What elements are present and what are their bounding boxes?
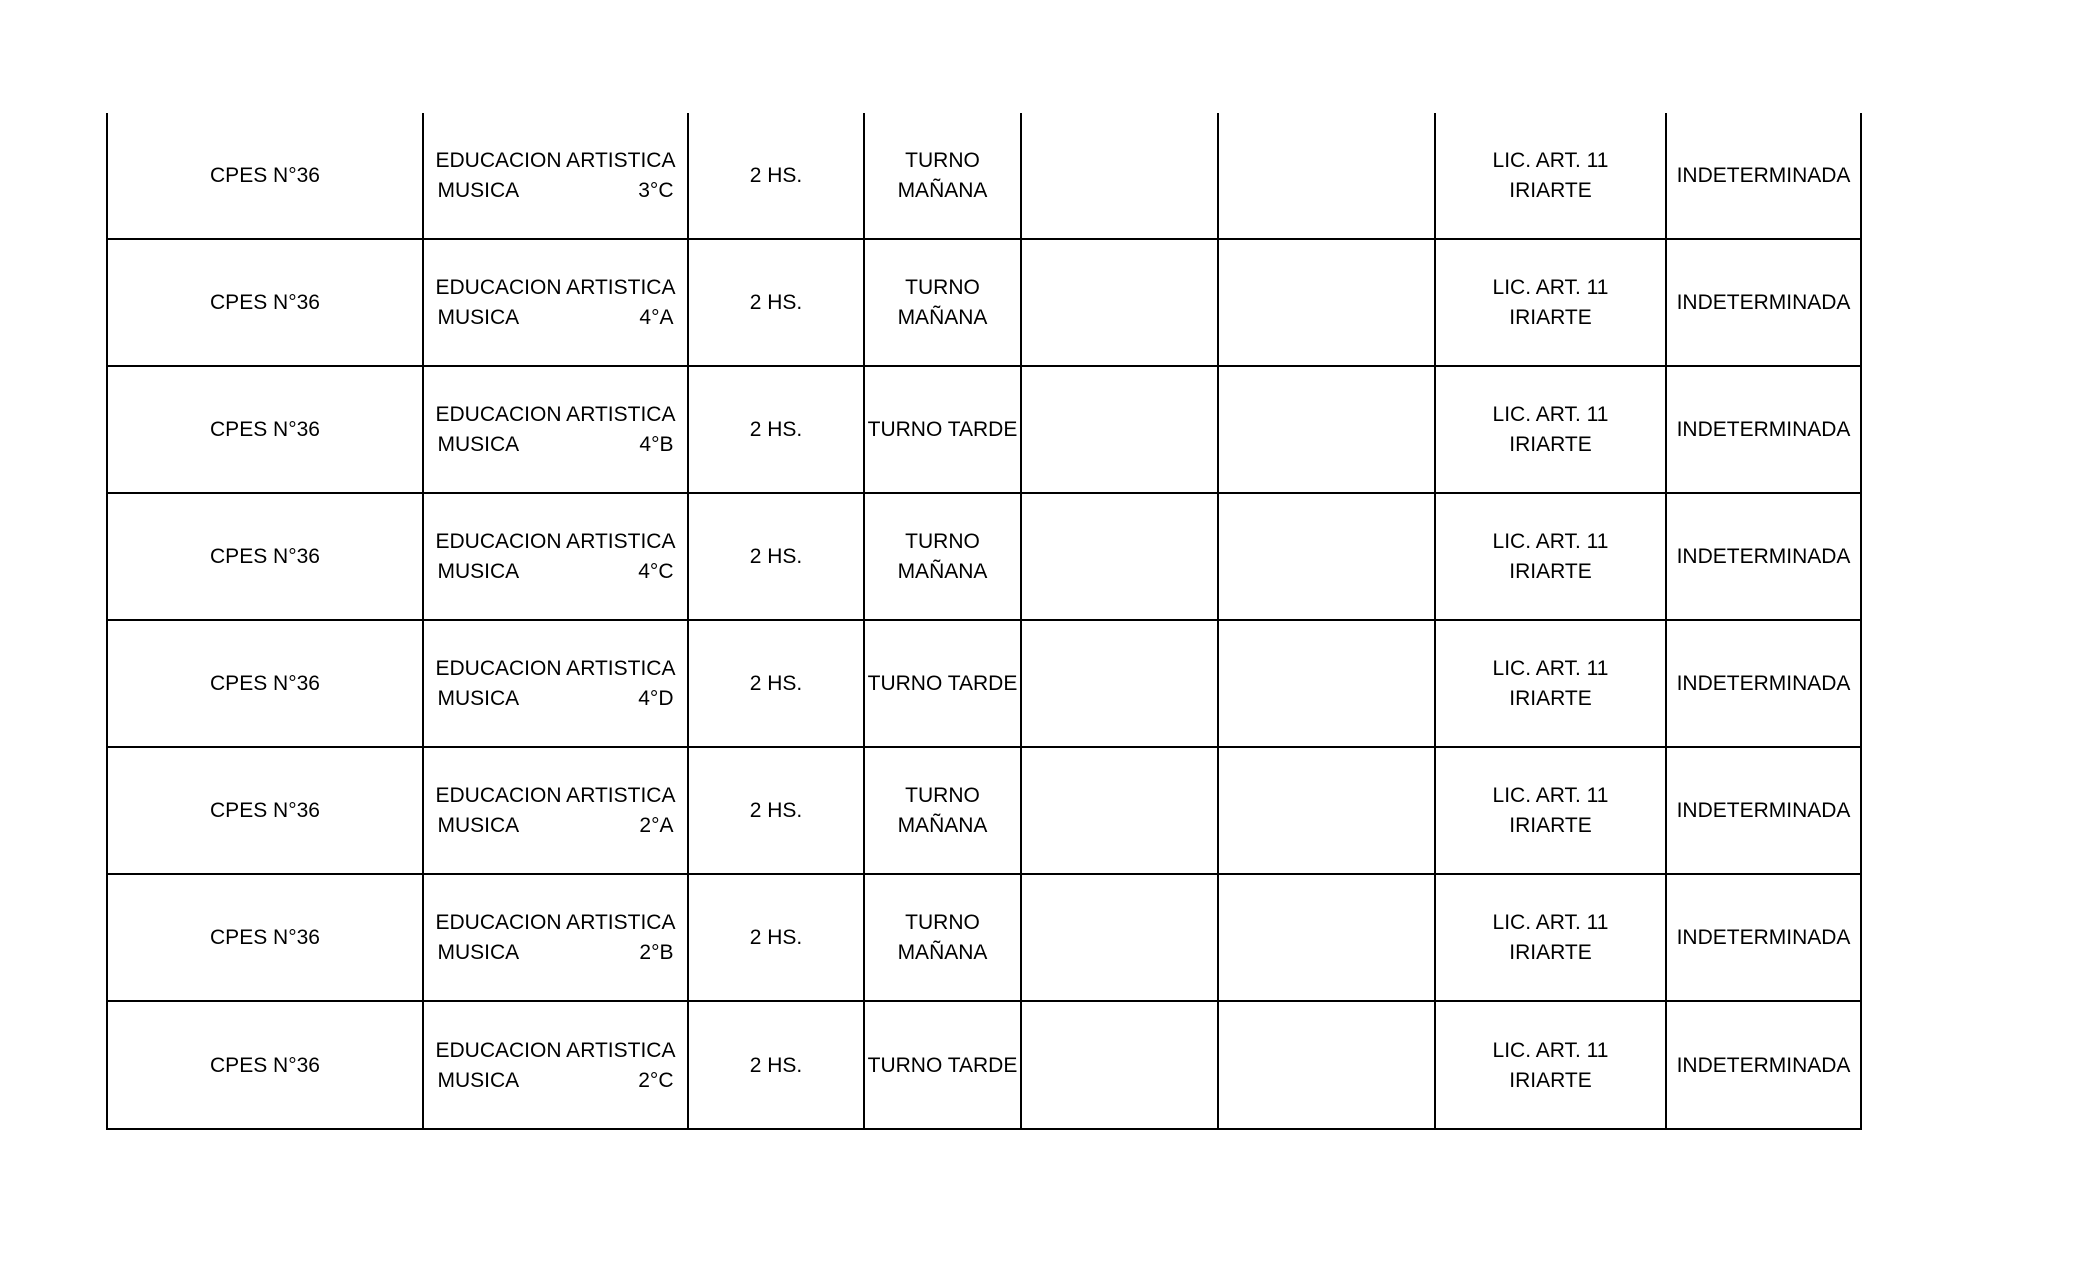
school-text: CPES N°36: [210, 163, 320, 187]
subject-name-text: MUSICA: [437, 178, 520, 202]
reason-line1-text: LIC. ART. 11: [1492, 402, 1609, 426]
reason-line1-text: LIC. ART. 11: [1492, 275, 1609, 299]
term-text: INDETERMINADA: [1676, 671, 1851, 695]
shift-cell: [865, 240, 1022, 365]
shift-line2-text: MAÑANA: [897, 559, 988, 583]
table-row: [108, 367, 1860, 494]
course-text: 4°B: [639, 432, 674, 456]
empty-cell-5: [1022, 621, 1219, 746]
subject-area-text: EDUCACION ARTISTICA: [435, 910, 676, 934]
subject-area-text: EDUCACION ARTISTICA: [435, 529, 676, 553]
reason-line2-text: IRIARTE: [1509, 813, 1592, 837]
subject-detail: [438, 303, 674, 333]
reason-line2-text: IRIARTE: [1509, 559, 1592, 583]
reason-cell: [1436, 748, 1667, 873]
school-text: CPES N°36: [210, 417, 320, 441]
shift-line1-text: TURNO: [905, 275, 980, 299]
reason-cell: [1436, 1002, 1667, 1129]
course-text: 4°D: [638, 686, 674, 710]
empty-cell-5: [1022, 113, 1219, 238]
table-row: [108, 875, 1860, 1002]
school-text: CPES N°36: [210, 925, 320, 949]
school-text: CPES N°36: [210, 1053, 320, 1077]
shift-line1-text: TURNO TARDE: [867, 417, 1018, 441]
subject-area-text: EDUCACION ARTISTICA: [435, 656, 676, 680]
reason-line1-text: LIC. ART. 11: [1492, 910, 1609, 934]
hours-text: 2 HS.: [749, 671, 803, 695]
term-text: INDETERMINADA: [1676, 798, 1851, 822]
shift-cell: [865, 621, 1022, 746]
school-cell: [108, 367, 424, 492]
subject-name-text: MUSICA: [437, 813, 520, 837]
subject-area-text: EDUCACION ARTISTICA: [435, 148, 676, 172]
empty-cell-6: [1219, 494, 1436, 619]
empty-cell-5: [1022, 494, 1219, 619]
empty-cell-6: [1219, 240, 1436, 365]
subject-area-text: EDUCACION ARTISTICA: [435, 402, 676, 426]
school-cell: [108, 875, 424, 1000]
shift-line2-text: MAÑANA: [897, 178, 988, 202]
reason-line1-text: LIC. ART. 11: [1492, 783, 1609, 807]
reason-cell: [1436, 494, 1667, 619]
table-row: [108, 748, 1860, 875]
term-text: INDETERMINADA: [1676, 544, 1851, 568]
subject-name-text: MUSICA: [437, 686, 520, 710]
school-cell: [108, 748, 424, 873]
shift-line2-text: MAÑANA: [897, 813, 988, 837]
reason-line1-text: LIC. ART. 11: [1492, 1038, 1609, 1062]
reason-cell: [1436, 113, 1667, 238]
term-cell: [1667, 494, 1860, 619]
shift-cell: [865, 367, 1022, 492]
subject-cell: [424, 748, 689, 873]
subject-detail: [438, 1066, 674, 1096]
course-text: 3°C: [638, 178, 674, 202]
hours-cell: [689, 1002, 865, 1129]
hours-cell: [689, 367, 865, 492]
subject-name-text: MUSICA: [437, 305, 520, 329]
shift-cell: [865, 875, 1022, 1000]
reason-line1-text: LIC. ART. 11: [1492, 148, 1609, 172]
hours-text: 2 HS.: [749, 1053, 803, 1077]
course-text: 2°A: [639, 813, 674, 837]
term-cell: [1667, 367, 1860, 492]
course-text: 4°A: [639, 305, 674, 329]
empty-cell-5: [1022, 875, 1219, 1000]
term-text: INDETERMINADA: [1676, 163, 1851, 187]
term-cell: [1667, 748, 1860, 873]
empty-cell-6: [1219, 748, 1436, 873]
reason-line2-text: IRIARTE: [1509, 178, 1592, 202]
empty-cell-5: [1022, 1002, 1219, 1129]
table-row: [108, 113, 1860, 240]
term-text: INDETERMINADA: [1676, 1053, 1851, 1077]
shift-cell: [865, 494, 1022, 619]
empty-cell-6: [1219, 1002, 1436, 1129]
table-row: [108, 1002, 1860, 1129]
shift-line1-text: TURNO TARDE: [867, 1053, 1018, 1077]
empty-cell-5: [1022, 748, 1219, 873]
subject-area-text: EDUCACION ARTISTICA: [435, 783, 676, 807]
shift-line1-text: TURNO: [905, 783, 980, 807]
hours-text: 2 HS.: [749, 925, 803, 949]
reason-line2-text: IRIARTE: [1509, 686, 1592, 710]
subject-detail: [438, 684, 674, 714]
empty-cell-5: [1022, 240, 1219, 365]
shift-line2-text: MAÑANA: [897, 305, 988, 329]
shift-line2-text: MAÑANA: [897, 940, 988, 964]
empty-cell-6: [1219, 113, 1436, 238]
term-cell: [1667, 113, 1860, 238]
hours-text: 2 HS.: [749, 163, 803, 187]
term-cell: [1667, 1002, 1860, 1129]
table-row: [108, 240, 1860, 367]
hours-cell: [689, 748, 865, 873]
school-text: CPES N°36: [210, 671, 320, 695]
term-text: INDETERMINADA: [1676, 290, 1851, 314]
hours-text: 2 HS.: [749, 417, 803, 441]
hours-text: 2 HS.: [749, 544, 803, 568]
shift-cell: [865, 113, 1022, 238]
term-text: INDETERMINADA: [1676, 417, 1851, 441]
subject-name-text: MUSICA: [437, 940, 520, 964]
hours-cell: [689, 875, 865, 1000]
school-cell: [108, 1002, 424, 1129]
subject-detail: [438, 430, 674, 460]
subject-name-text: MUSICA: [437, 559, 520, 583]
school-cell: [108, 494, 424, 619]
school-cell: [108, 621, 424, 746]
course-text: 4°C: [638, 559, 674, 583]
subject-cell: [424, 113, 689, 238]
reason-cell: [1436, 875, 1667, 1000]
subject-cell: [424, 1002, 689, 1129]
shift-line1-text: TURNO: [905, 910, 980, 934]
subject-cell: [424, 621, 689, 746]
vacancy-table: [106, 113, 1862, 1130]
reason-cell: [1436, 240, 1667, 365]
reason-line2-text: IRIARTE: [1509, 305, 1592, 329]
reason-line1-text: LIC. ART. 11: [1492, 529, 1609, 553]
school-cell: [108, 240, 424, 365]
reason-line2-text: IRIARTE: [1509, 432, 1592, 456]
shift-line1-text: TURNO: [905, 148, 980, 172]
shift-cell: [865, 748, 1022, 873]
empty-cell-6: [1219, 367, 1436, 492]
table-row: [108, 494, 1860, 621]
school-text: CPES N°36: [210, 290, 320, 314]
subject-name-text: MUSICA: [437, 432, 520, 456]
shift-cell: [865, 1002, 1022, 1129]
subject-detail: [438, 557, 674, 587]
empty-cell-5: [1022, 367, 1219, 492]
subject-area-text: EDUCACION ARTISTICA: [435, 1038, 676, 1062]
subject-cell: [424, 240, 689, 365]
reason-line2-text: IRIARTE: [1509, 940, 1592, 964]
reason-line1-text: LIC. ART. 11: [1492, 656, 1609, 680]
hours-text: 2 HS.: [749, 798, 803, 822]
reason-line2-text: IRIARTE: [1509, 1068, 1592, 1092]
empty-cell-6: [1219, 621, 1436, 746]
hours-cell: [689, 113, 865, 238]
shift-line1-text: TURNO: [905, 529, 980, 553]
term-cell: [1667, 621, 1860, 746]
subject-detail: [438, 811, 674, 841]
table-row: [108, 621, 1860, 748]
shift-line1-text: TURNO TARDE: [867, 671, 1018, 695]
subject-area-text: EDUCACION ARTISTICA: [435, 275, 676, 299]
empty-cell-6: [1219, 875, 1436, 1000]
subject-name-text: MUSICA: [437, 1068, 520, 1092]
school-text: CPES N°36: [210, 544, 320, 568]
school-cell: [108, 113, 424, 238]
subject-cell: [424, 494, 689, 619]
subject-cell: [424, 367, 689, 492]
reason-cell: [1436, 367, 1667, 492]
term-text: INDETERMINADA: [1676, 925, 1851, 949]
term-cell: [1667, 875, 1860, 1000]
subject-detail: [438, 176, 674, 206]
hours-cell: [689, 621, 865, 746]
term-cell: [1667, 240, 1860, 365]
subject-cell: [424, 875, 689, 1000]
course-text: 2°C: [638, 1068, 674, 1092]
hours-cell: [689, 240, 865, 365]
hours-text: 2 HS.: [749, 290, 803, 314]
school-text: CPES N°36: [210, 798, 320, 822]
subject-detail: [438, 938, 674, 968]
reason-cell: [1436, 621, 1667, 746]
course-text: 2°B: [639, 940, 674, 964]
hours-cell: [689, 494, 865, 619]
